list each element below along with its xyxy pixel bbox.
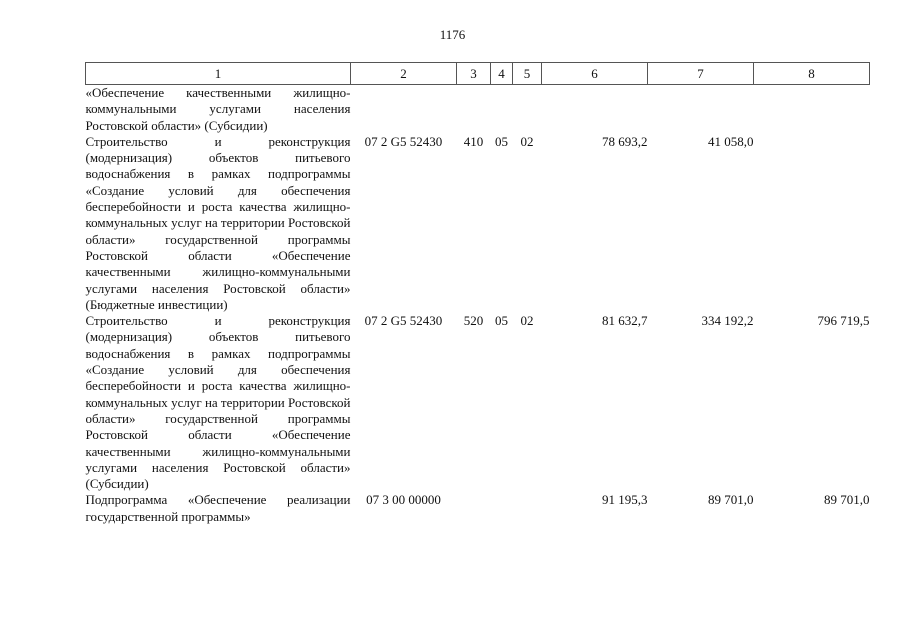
table-body (86, 85, 870, 526)
header-col-7: 7 (648, 63, 754, 85)
row-name: Подпрограмма «Обеспечение реализации государственной программы» (85, 492, 351, 524)
row-value-8: 89 701,0 (824, 492, 870, 508)
row-value-6: 91 195,3 (602, 492, 648, 508)
header-col-3: 3 (457, 63, 491, 85)
table-row (86, 313, 870, 492)
row-value-7: 41 058,0 (708, 133, 754, 149)
row-value-6: 78 693,2 (602, 133, 648, 149)
row-name: Строительство и реконструкция (модернизация) объектов питьевого водоснабжения в рамках подпрограммы «Создание условий для обеспечения бесперебойности и роста качества жилищно-коммунальных услуг на территории Ростовской области» государственной программы Ростовской области «Обеспечение качественными жилищно-коммунальными услугами населения Ростовской области» (Субсидии) (85, 313, 351, 492)
row-pr: 02 (520, 313, 534, 329)
row-value-6: 81 632,7 (602, 313, 648, 329)
row-code: 07 2 G5 52430 (364, 313, 443, 329)
row-value-7: 89 701,0 (708, 492, 754, 508)
row-value-7 (648, 85, 754, 134)
row-value-8 (754, 134, 870, 313)
row-pr: 02 (520, 133, 534, 149)
row-rz (491, 492, 513, 525)
header-col-4: 4 (491, 63, 513, 85)
header-col-6: 6 (542, 63, 648, 85)
row-code: 07 2 G5 52430 (364, 133, 443, 149)
row-value-7: 334 192,2 (701, 313, 754, 329)
row-value-8 (754, 85, 870, 134)
table-row (86, 134, 870, 313)
header-col-1: 1 (86, 63, 351, 85)
row-rz: 05 (495, 133, 508, 149)
row-code (351, 85, 457, 134)
row-vr: 410 (463, 133, 484, 149)
table-header (86, 63, 870, 85)
row-pr (513, 85, 542, 134)
page-number: 1176 (439, 27, 466, 42)
header-row (86, 63, 870, 85)
row-vr (457, 85, 491, 134)
row-vr: 520 (463, 313, 484, 329)
table-row (86, 85, 870, 134)
row-value-6 (542, 85, 648, 134)
header-col-8: 8 (754, 63, 870, 85)
table-row (86, 492, 870, 525)
row-vr (457, 492, 491, 525)
header-col-5: 5 (513, 63, 542, 85)
row-rz (491, 85, 513, 134)
row-code: 07 3 00 00000 (366, 492, 441, 508)
header-col-2: 2 (351, 63, 457, 85)
row-name: Строительство и реконструкция (модернизация) объектов питьевого водоснабжения в рамках подпрограммы «Создание условий для обеспечения бесперебойности и роста качества жилищно-коммунальных услуг на территории Ростовской области» государственной программы Ростовской области «Обеспечение качественными жилищно-коммунальными услугами населения Ростовской области» (Бюджетные инвестиции) (85, 133, 351, 312)
budget-table (85, 62, 870, 525)
row-name: «Обеспечение качественными жилищно-коммунальными услугами населения Ростовской области» (Субсидии) (85, 85, 351, 133)
row-value-8: 796 719,5 (817, 313, 870, 329)
row-rz: 05 (495, 313, 508, 329)
row-pr (513, 492, 542, 525)
